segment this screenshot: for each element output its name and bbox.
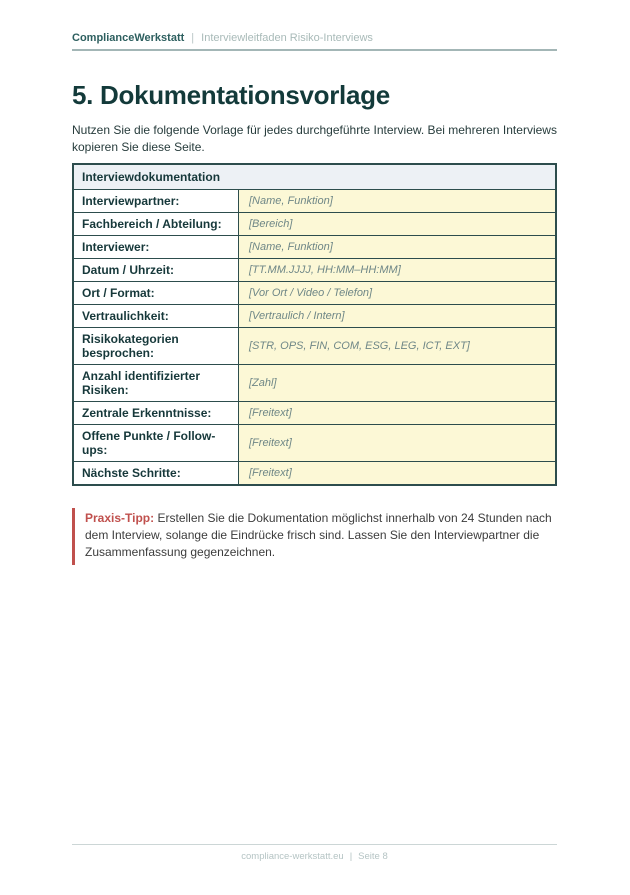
tip-text: Erstellen Sie die Dokumentation möglichst innerhalb von 24 Stunden nach dem Interview, solange die Eindrücke frisch sind. Lassen Sie den Interviewpartner die Zusammenfassung gegenzeichnen. [85, 510, 552, 559]
row-label: Risikokategorien besprochen: [73, 327, 239, 364]
row-label: Zentrale Erkenntnisse: [73, 401, 239, 424]
row-label: Interviewpartner: [73, 189, 239, 212]
row-value-placeholder: [Freitext] [239, 401, 557, 424]
table-row [73, 235, 556, 258]
row-value-placeholder: [Name, Funktion] [239, 235, 557, 258]
documentation-table [72, 163, 557, 486]
table-row [73, 327, 556, 364]
table-row [73, 281, 556, 304]
page-content [72, 0, 557, 565]
row-label: Ort / Format: [73, 281, 239, 304]
row-value-placeholder: [Zahl] [239, 364, 557, 401]
table-row [73, 304, 556, 327]
footer-text [72, 851, 557, 862]
page-header [72, 0, 557, 51]
row-label: Offene Punkte / Follow-ups: [73, 424, 239, 461]
table-row [73, 461, 556, 485]
table-body [73, 189, 556, 485]
praxis-tipp-box [72, 508, 557, 565]
table-row [73, 364, 556, 401]
table-row [73, 401, 556, 424]
row-label: Interviewer: [73, 235, 239, 258]
row-label: Datum / Uhrzeit: [73, 258, 239, 281]
row-value-placeholder: [Bereich] [239, 212, 557, 235]
page-title: 5. Dokumentationsvorlage [72, 80, 390, 110]
row-label: Nächste Schritte: [73, 461, 239, 485]
table-row [73, 258, 556, 281]
table-title: Interviewdokumentation [73, 164, 556, 190]
row-value-placeholder: [TT.MM.JJJJ, HH:MM–HH:MM] [239, 258, 557, 281]
tip-label: Praxis-Tipp: [85, 510, 155, 525]
row-value-placeholder: [Vor Ort / Video / Telefon] [239, 281, 557, 304]
row-label: Fachbereich / Abteilung: [73, 212, 239, 235]
table-row [73, 424, 556, 461]
row-value-placeholder: [Freitext] [239, 424, 557, 461]
row-value-placeholder: [Name, Funktion] [239, 189, 557, 212]
table-row [73, 189, 556, 212]
intro-text: Nutzen Sie die folgende Vorlage für jedes durchgeführte Interview. Bei mehreren Interviews kopieren Sie diese Seite. [72, 122, 557, 155]
footer-site: compliance-werkstatt.eu [241, 851, 344, 862]
footer-page-number: Seite 8 [358, 851, 388, 862]
row-value-placeholder: [Freitext] [239, 461, 557, 485]
footer-separator: | [349, 851, 353, 862]
row-label: Vertraulichkeit: [73, 304, 239, 327]
footer-divider [72, 844, 557, 862]
table-row [73, 212, 556, 235]
row-label: Anzahl identifizierter Risiken: [73, 364, 239, 401]
document-subtitle: Interviewleitfaden Risiko-Interviews [201, 32, 373, 44]
row-value-placeholder: [STR, OPS, FIN, COM, ESG, LEG, ICT, EXT] [239, 327, 557, 364]
table-header-row [73, 164, 556, 190]
brand-text: ComplianceWerkstatt [72, 32, 185, 44]
row-value-placeholder: [Vertraulich / Intern] [239, 304, 557, 327]
header-separator: | [191, 32, 195, 44]
